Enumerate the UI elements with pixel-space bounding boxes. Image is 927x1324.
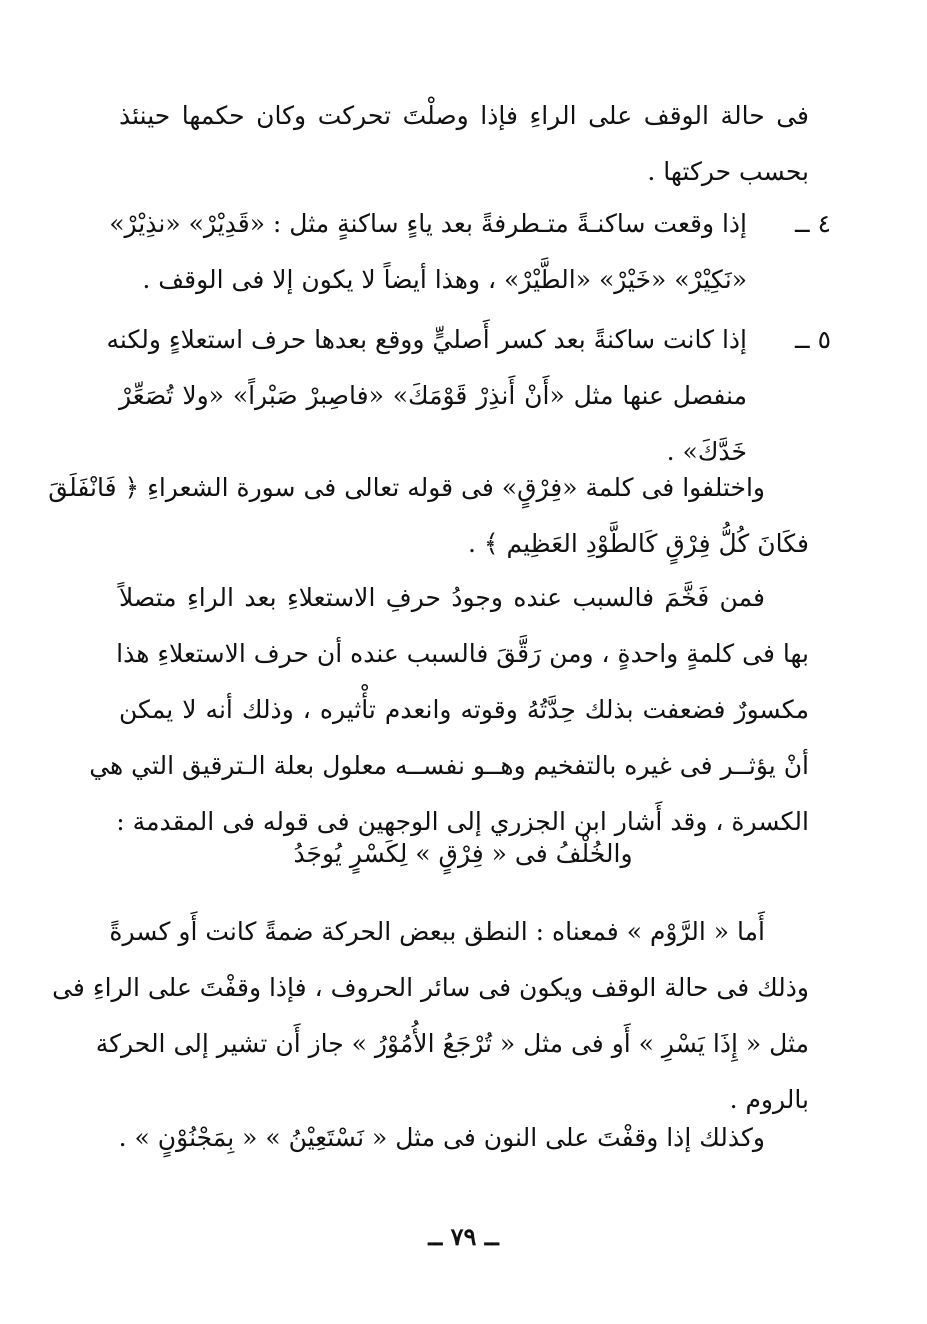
text-line: «نَكِيْرْ» «خَيْرْ» «الطَّيْرْ» ، وهذا أيضاً لا يكون إلا فى الوقف . [142, 265, 747, 294]
text-line: فمن فَخَّمَ فالسبب عنده وجودُ حرفِ الاستعلاءِ بعد الراءِ متصلاً [119, 583, 765, 612]
text-line: أَما « الرَّوْم » فمعناه : النطق ببعض الحركة ضمةً كانت أَو كسرةً [109, 917, 765, 946]
text-line: أنْ يؤثــر فى غيره بالتفخيم وهــو نفســه معلول بعلة الـترقيق التي هي [89, 751, 809, 780]
page-number: ــ ٧٩ ــ [428, 1222, 499, 1251]
verse-line: والخُلْفُ فى « فِرْقٍ » لِكَسْرٍ يُوجَدُ [293, 839, 633, 868]
text-line: خَدَّكَ» . [666, 437, 747, 466]
text-line: واختلفوا فى كلمة «فِرْقٍ» فى قوله تعالى فى سورة الشعراءِ ﴿ فَانْفَلَقَ [48, 473, 765, 502]
text-line: إذا وقعت ساكنـةً متـطرفةً بعد ياءٍ ساكنةٍ مثل : «قَدِيْرْ» «نذِيْرْ» [109, 209, 747, 238]
text-line: منفصل عنها مثل «أَنْ أَنذِرْ قَوْمَكَ» «فاصِبرْ صَبْراً» «ولا تُصَعِّرْ [119, 381, 747, 410]
text-line: مكسورٌ فضعفت بذلك حِدَّتُهُ وقوته وانعدم تأْثيره ، وذلك أنه لا يمكن [119, 695, 809, 724]
text-line: فكَانَ كُلُّ فِرْقٍ كَالطَّوْدِ العَظِيم ﴾ . [468, 529, 809, 558]
text-line: بها فى كلمةٍ واحدةٍ ، ومن رَقَّقَ فالسبب عنده أن حرف الاستعلاءِ هذا [116, 639, 809, 668]
item-number-4: ٤ ــ [794, 209, 831, 238]
text-line: الكسرة ، وقد أَشار ابن الجزري إلى الوجهين فى قوله فى المقدمة : [116, 807, 809, 836]
paragraph-3 [89, 570, 809, 850]
text-line: فى حالة الوقف على الراءِ فإذا وصلْتَ تحركت وكان حكمها حينئذ [119, 101, 809, 130]
paragraph-5 [119, 1110, 809, 1166]
paragraph-2 [48, 460, 809, 572]
text-line: وذلك فى حالة الوقف ويكون فى سائر الحروف ، فإذا وقفْتَ على الراءِ فى [52, 973, 809, 1002]
text-line: بالروم . [729, 1085, 809, 1114]
text-line: إذا كانت ساكنةً بعد كسر أَصليٍّ ووقع بعدها حرف استعلاءٍ ولكنه [106, 325, 747, 354]
text-line: وكذلك إذا وقفْتَ على النون فى مثل « نَسْتَعِيْنُ » « بِمَجْنُوْنٍ » . [118, 1123, 765, 1152]
text-line: بحسب حركتها . [647, 157, 809, 186]
paragraph-1 [119, 88, 809, 200]
item-number-5: ٥ ــ [794, 325, 831, 354]
list-item-4 [109, 196, 747, 308]
text-line: مثل « إِذَا يَسْرِ » أَو فى مثل « تُرْجَعُ الأُمُوْرُ » جاز أَن تشير إلى الحركة [95, 1029, 809, 1058]
list-item-5 [106, 312, 747, 480]
paragraph-4 [52, 904, 809, 1128]
